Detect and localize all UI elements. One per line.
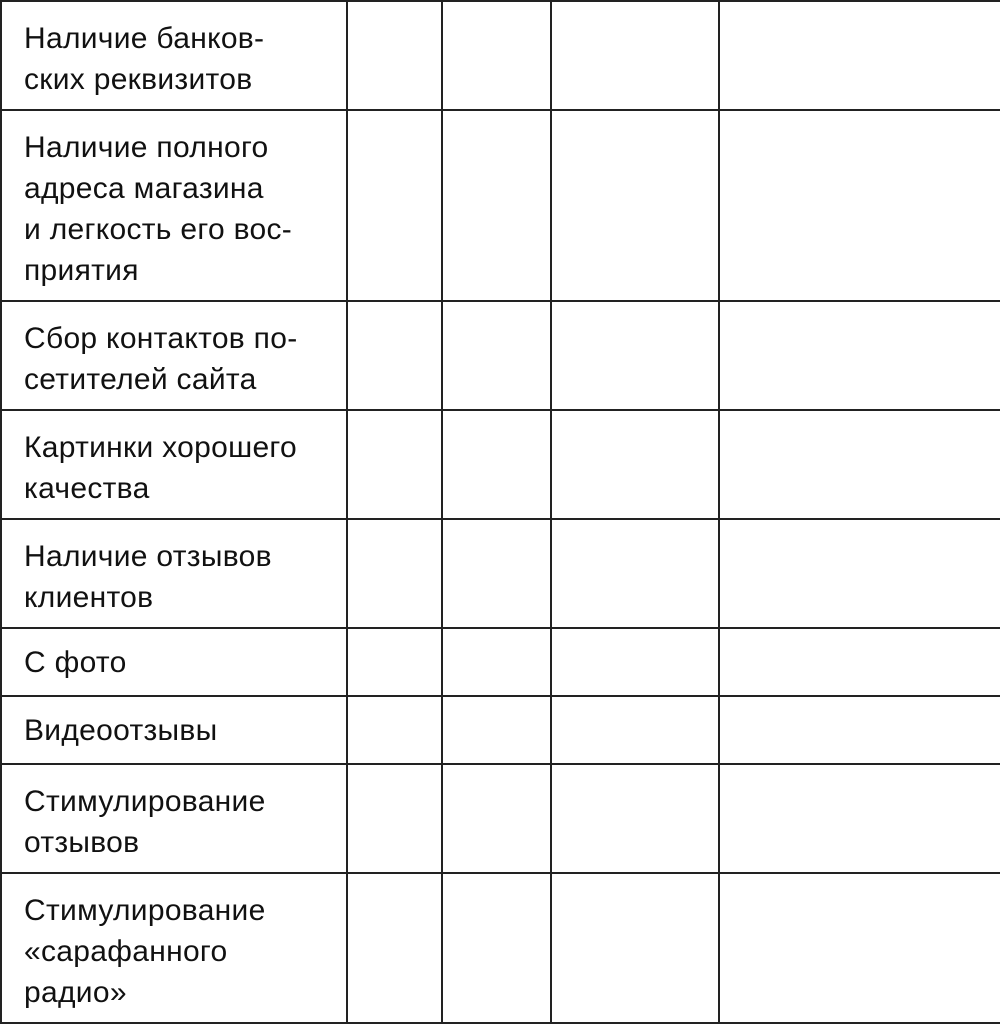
empty-cell xyxy=(719,410,1000,519)
table-row xyxy=(1,1,1000,110)
empty-cell xyxy=(442,110,551,301)
empty-cell xyxy=(347,873,442,1023)
criterion-cell xyxy=(1,764,347,873)
criterion-cell xyxy=(1,628,347,696)
table-row xyxy=(1,301,1000,410)
empty-cell xyxy=(442,696,551,764)
criterion-cell xyxy=(1,410,347,519)
empty-cell xyxy=(442,873,551,1023)
table-row xyxy=(1,764,1000,873)
empty-cell xyxy=(347,1,442,110)
empty-cell xyxy=(719,764,1000,873)
empty-cell xyxy=(442,410,551,519)
empty-cell xyxy=(347,696,442,764)
empty-cell xyxy=(719,873,1000,1023)
empty-cell xyxy=(347,110,442,301)
empty-cell xyxy=(347,301,442,410)
empty-cell xyxy=(719,519,1000,628)
table-row xyxy=(1,873,1000,1023)
criterion-label: Картинки хорошего качества xyxy=(24,431,298,505)
criterion-label: Видеоотзывы xyxy=(24,714,218,747)
empty-cell xyxy=(442,628,551,696)
empty-cell xyxy=(347,410,442,519)
empty-cell xyxy=(347,519,442,628)
criterion-cell xyxy=(1,1,347,110)
table-body xyxy=(1,1,1000,1023)
criterion-label: С фото xyxy=(24,646,127,679)
empty-cell xyxy=(442,519,551,628)
empty-cell xyxy=(551,628,719,696)
empty-cell xyxy=(551,110,719,301)
criterion-label: Наличие отзывов клиентов xyxy=(24,540,272,614)
empty-cell xyxy=(551,410,719,519)
table-row xyxy=(1,110,1000,301)
criterion-label: Стимулирование отзывов xyxy=(24,785,266,859)
empty-cell xyxy=(551,519,719,628)
criterion-label: Наличие полного адреса магазина и легкость его вос- приятия xyxy=(24,131,293,287)
empty-cell xyxy=(347,764,442,873)
empty-cell xyxy=(442,764,551,873)
empty-cell xyxy=(719,696,1000,764)
empty-cell xyxy=(551,873,719,1023)
criterion-cell xyxy=(1,519,347,628)
empty-cell xyxy=(347,628,442,696)
empty-cell xyxy=(442,301,551,410)
empty-cell xyxy=(551,301,719,410)
table-row xyxy=(1,519,1000,628)
criterion-cell xyxy=(1,696,347,764)
empty-cell xyxy=(719,1,1000,110)
criterion-cell xyxy=(1,110,347,301)
criterion-label: Наличие банков- ских реквизитов xyxy=(24,22,265,96)
empty-cell xyxy=(719,301,1000,410)
criterion-cell xyxy=(1,301,347,410)
empty-cell xyxy=(551,1,719,110)
empty-cell xyxy=(551,696,719,764)
table-row xyxy=(1,628,1000,696)
empty-cell xyxy=(442,1,551,110)
criterion-cell xyxy=(1,873,347,1023)
criterion-label: Сбор контактов по- сетителей сайта xyxy=(24,322,298,396)
empty-cell xyxy=(719,110,1000,301)
empty-cell xyxy=(551,764,719,873)
empty-cell xyxy=(719,628,1000,696)
criterion-label: Стимулирование «сарафанного радио» xyxy=(24,894,266,1009)
table-row xyxy=(1,696,1000,764)
table-row xyxy=(1,410,1000,519)
